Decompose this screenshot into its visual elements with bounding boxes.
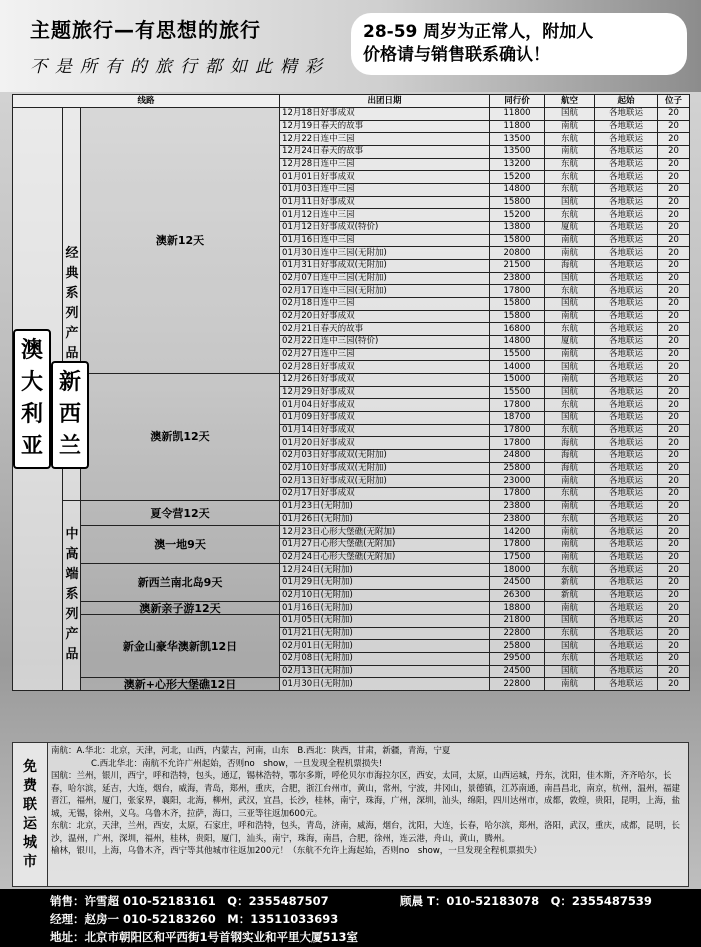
seats: 20: [658, 437, 690, 450]
airline: 国航: [545, 386, 595, 399]
seats: 20: [658, 614, 690, 627]
airline: 东航: [545, 564, 595, 577]
header-price: 同行价: [490, 95, 545, 108]
airline: 东航: [545, 488, 595, 501]
airline: 国航: [545, 272, 595, 285]
seats: 20: [658, 272, 690, 285]
origin: 各地联运: [595, 450, 658, 463]
airline: 国航: [545, 665, 595, 678]
airline: 南航: [545, 310, 595, 323]
region-label: 澳大利亚新西兰: [13, 108, 63, 691]
departure-date: 02月18日连中三园: [280, 298, 490, 311]
seats: 20: [658, 323, 690, 336]
departure-date: 01月23日(无附加): [280, 500, 490, 513]
airline: 厦航: [545, 222, 595, 235]
manager-contact: 经理：赵房一 010-52183260 M：13511033693: [50, 912, 339, 926]
age-notice: [351, 13, 687, 75]
seats: 20: [658, 298, 690, 311]
route-name: 新金山豪华澳新凯12日: [81, 614, 280, 677]
departure-date: 12月19日春天的故事: [280, 120, 490, 133]
airline: 南航: [545, 247, 595, 260]
airline: 海航: [545, 450, 595, 463]
price: 21500: [490, 260, 545, 273]
origin: 各地联运: [595, 589, 658, 602]
origin: 各地联运: [595, 564, 658, 577]
airline: 南航: [545, 500, 595, 513]
airline: 南航: [545, 678, 595, 691]
departure-date: 12月24日(无附加): [280, 564, 490, 577]
table-row: [13, 678, 690, 691]
airline: 南航: [545, 526, 595, 539]
route-name: 澳新凯12天: [81, 374, 280, 501]
route-name: 澳新亲子游12天: [81, 602, 280, 615]
price: 17800: [490, 538, 545, 551]
departure-date: 02月28日好事成双: [280, 361, 490, 374]
origin: 各地联运: [595, 361, 658, 374]
airline: 南航: [545, 234, 595, 247]
seats: 20: [658, 576, 690, 589]
notice-line-2: 价格请与销售联系确认！: [363, 45, 550, 65]
route-name: 澳新12天: [81, 108, 280, 374]
seats: 20: [658, 500, 690, 513]
price: 18700: [490, 412, 545, 425]
origin: 各地联运: [595, 576, 658, 589]
table-row: [13, 500, 690, 513]
seats: 20: [658, 564, 690, 577]
origin: 各地联运: [595, 348, 658, 361]
departure-date: 02月10日(无附加): [280, 589, 490, 602]
departure-date: 01月30日连中三园(无附加): [280, 247, 490, 260]
price: 22800: [490, 678, 545, 691]
header-origin: 起始: [595, 95, 658, 108]
departure-date: 12月22日连中三园: [280, 133, 490, 146]
price: 15000: [490, 374, 545, 387]
free-transfer-body: [51, 745, 686, 858]
airline: 海航: [545, 462, 595, 475]
airline: 国航: [545, 298, 595, 311]
departure-date: 12月23日心形大堡礁(无附加): [280, 526, 490, 539]
seats: 20: [658, 209, 690, 222]
origin: 各地联运: [595, 475, 658, 488]
seats: 20: [658, 386, 690, 399]
origin: 各地联运: [595, 146, 658, 159]
departure-date: 01月29日(无附加): [280, 576, 490, 589]
departure-date: 02月01日(无附加): [280, 640, 490, 653]
series-label: 中高端系列产品: [63, 500, 81, 690]
seats: 20: [658, 589, 690, 602]
price-table: [12, 94, 690, 691]
departure-date: 01月03日连中三园: [280, 184, 490, 197]
departure-date: 02月22日连中三园(特价): [280, 336, 490, 349]
seats: 20: [658, 260, 690, 273]
departure-date: 12月18日好事成双: [280, 108, 490, 121]
departure-date: 02月27日连中三园: [280, 348, 490, 361]
price: 13200: [490, 158, 545, 171]
airline: 南航: [545, 120, 595, 133]
route-name: 夏令营12天: [81, 500, 280, 525]
sales-contact-2: 顾晨 T：010-52183078 Q：2355487539: [400, 894, 652, 908]
header-seats: 位子: [658, 95, 690, 108]
air-china-cities: 国航：兰州，银川，西宁，呼和浩特，包头，通辽，锡林浩特，鄂尔多斯，呼伦贝尔市海拉尔区，西安，太同，太原，山西运城，丹东，沈阳，佳木斯，齐齐哈尔，长春，哈尔滨，延吉，大连，烟台，威海，青岛，郑州，重庆，合肥，浙江台州市，黄山，常州，宁波，井冈山，景德镇，江苏南通，南昌昌北，南京，杭州，温州，福建晋江，福州，厦门，张家界，襄阳，北海，柳州，武汉，宜昌，长沙，桂林，南宁，珠海，广州，深圳，汕头，绵阳，四川达州市，成都，敦煌，贵阳，昆明，上海，盐城，无锡，徐州，义乌。乌鲁木齐，拉萨，海口，三亚等往返加600元。: [51, 771, 681, 819]
airline: 东航: [545, 184, 595, 197]
origin: 各地联运: [595, 627, 658, 640]
departure-date: 01月16日连中三园: [280, 234, 490, 247]
departure-date: 02月10日好事成双(无附加): [280, 462, 490, 475]
price: 13800: [490, 222, 545, 235]
origin: 各地联运: [595, 399, 658, 412]
route-name: 新西兰南北岛9天: [81, 564, 280, 602]
seats: 20: [658, 196, 690, 209]
airline: 厦航: [545, 336, 595, 349]
origin: 各地联运: [595, 234, 658, 247]
price: 18000: [490, 564, 545, 577]
address: 地址：北京市朝阳区和平西街1号首钢实业和平里大厦513室: [50, 930, 359, 944]
header-airline: 航空: [545, 95, 595, 108]
table-row: [13, 614, 690, 627]
seats: 20: [658, 551, 690, 564]
price: 14800: [490, 184, 545, 197]
departure-date: 01月05日(无附加): [280, 614, 490, 627]
origin: 各地联运: [595, 336, 658, 349]
departure-date: 02月21日春天的故事: [280, 323, 490, 336]
route-name: 澳新+心形大堡礁12日: [81, 678, 280, 691]
seats: 20: [658, 120, 690, 133]
origin: 各地联运: [595, 538, 658, 551]
seats: 20: [658, 222, 690, 235]
airline: 东航: [545, 424, 595, 437]
table-header-row: [13, 95, 690, 108]
table-row: [13, 526, 690, 539]
airline: 国航: [545, 108, 595, 121]
seats: 20: [658, 640, 690, 653]
contact-footer: [0, 889, 701, 947]
table-row: [13, 108, 690, 121]
price: 17800: [490, 399, 545, 412]
origin: 各地联运: [595, 652, 658, 665]
price: 13500: [490, 133, 545, 146]
departure-date: 01月20日好事成双: [280, 437, 490, 450]
seats: 20: [658, 336, 690, 349]
origin: 各地联运: [595, 285, 658, 298]
origin: 各地联运: [595, 437, 658, 450]
origin: 各地联运: [595, 323, 658, 336]
origin: 各地联运: [595, 500, 658, 513]
notice-line-1: 28-59 周岁为正常人，附加人: [363, 22, 594, 42]
price: 14800: [490, 336, 545, 349]
airline: 东航: [545, 399, 595, 412]
table-row: [13, 564, 690, 577]
origin: 各地联运: [595, 171, 658, 184]
seats: 20: [658, 361, 690, 374]
origin: 各地联运: [595, 133, 658, 146]
airline: 国航: [545, 412, 595, 425]
table-body: [13, 108, 690, 691]
airline: 东航: [545, 323, 595, 336]
departure-date: 01月12日连中三园: [280, 209, 490, 222]
south-airline-cities: 南航：A.华北：北京，天津，河北，山西，内蒙古，河南，山东 B.西北：陕西，甘肃，新疆，青海，宁夏: [51, 746, 451, 756]
departure-date: 01月21日(无附加): [280, 627, 490, 640]
airline: 东航: [545, 158, 595, 171]
departure-date: 01月11日好事成双: [280, 196, 490, 209]
seats: 20: [658, 665, 690, 678]
origin: 各地联运: [595, 513, 658, 526]
airline: 南航: [545, 374, 595, 387]
seats: 20: [658, 158, 690, 171]
seats: 20: [658, 513, 690, 526]
seats: 20: [658, 285, 690, 298]
price: 18800: [490, 602, 545, 615]
airline: 新航: [545, 589, 595, 602]
origin: 各地联运: [595, 247, 658, 260]
origin: 各地联运: [595, 158, 658, 171]
south-airline-note: C.西北华北：南航不允许广州起始，否则no show，一旦发现全程机票损失!: [91, 758, 383, 769]
origin: 各地联运: [595, 184, 658, 197]
seats: 20: [658, 538, 690, 551]
origin: 各地联运: [595, 108, 658, 121]
departure-date: 12月28日连中三园: [280, 158, 490, 171]
origin: 各地联运: [595, 462, 658, 475]
free-transfer-section: [12, 742, 689, 887]
origin: 各地联运: [595, 640, 658, 653]
airline: 国航: [545, 361, 595, 374]
seats: 20: [658, 412, 690, 425]
origin: 各地联运: [595, 386, 658, 399]
seats: 20: [658, 399, 690, 412]
seats: 20: [658, 488, 690, 501]
seats: 20: [658, 475, 690, 488]
airline: 东航: [545, 513, 595, 526]
price: 24500: [490, 665, 545, 678]
seats: 20: [658, 627, 690, 640]
free-transfer-label: 免费联运城市: [13, 743, 48, 886]
series-label: 经典系列产品: [63, 108, 81, 501]
departure-date: 01月14日好事成双: [280, 424, 490, 437]
seats: 20: [658, 424, 690, 437]
airline: 海航: [545, 260, 595, 273]
departure-date: 01月27日心形大堡礁(无附加): [280, 538, 490, 551]
origin: 各地联运: [595, 298, 658, 311]
departure-date: 01月01日好事成双: [280, 171, 490, 184]
price: 23800: [490, 272, 545, 285]
airline: 国航: [545, 196, 595, 209]
origin: 各地联运: [595, 196, 658, 209]
airline: 南航: [545, 475, 595, 488]
price: 17800: [490, 437, 545, 450]
origin: 各地联运: [595, 424, 658, 437]
price: 17800: [490, 285, 545, 298]
header-date: 出团日期: [280, 95, 490, 108]
sales-contact-1: 销售：许雪超 010-52183161 Q：2355487507: [50, 894, 329, 908]
seats: 20: [658, 247, 690, 260]
departure-date: 01月31日好事成双(无附加): [280, 260, 490, 273]
seats: 20: [658, 348, 690, 361]
price: 17800: [490, 424, 545, 437]
airline: 南航: [545, 602, 595, 615]
price: 14000: [490, 361, 545, 374]
airline: 东航: [545, 652, 595, 665]
departure-date: 01月09日好事成双: [280, 412, 490, 425]
origin: 各地联运: [595, 412, 658, 425]
page-subtitle: 不是所有的旅行都如此精彩: [30, 57, 330, 77]
table-row: [13, 602, 690, 615]
airline: 东航: [545, 171, 595, 184]
price: 15800: [490, 196, 545, 209]
departure-date: 01月04日好事成双: [280, 399, 490, 412]
departure-date: 02月13日好事成双(无附加): [280, 475, 490, 488]
departure-date: 02月20日好事成双: [280, 310, 490, 323]
airline: 南航: [545, 551, 595, 564]
departure-date: 02月03日好事成双(无附加): [280, 450, 490, 463]
departure-date: 02月24日心形大堡礁(无附加): [280, 551, 490, 564]
airline: 国航: [545, 614, 595, 627]
seats: 20: [658, 108, 690, 121]
departure-date: 02月17日好事成双: [280, 488, 490, 501]
airline: 东航: [545, 133, 595, 146]
departure-date: 02月08日(无附加): [280, 652, 490, 665]
east-airline-cities: 东航：北京，天津，兰州，西安，太原，石家庄，呼和浩特，包头，青岛，济南，威海，烟台，沈阳，大连，长春，哈尔滨，郑州，洛阳，武汉，重庆，成都，昆明，长沙，温州，广州，深圳，福州，桂林，贵阳，厦门，汕头，南宁，珠海，南昌，合肥，徐州，连云港，舟山，黄山，腾州。: [51, 821, 681, 844]
header-route: 线路: [13, 95, 280, 108]
price: 25800: [490, 462, 545, 475]
airline: 东航: [545, 285, 595, 298]
seats: 20: [658, 310, 690, 323]
seats: 20: [658, 171, 690, 184]
origin: 各地联运: [595, 374, 658, 387]
origin: 各地联运: [595, 602, 658, 615]
airline: 东航: [545, 627, 595, 640]
price-table-wrap: [12, 94, 689, 691]
price: 15200: [490, 209, 545, 222]
price: 11800: [490, 120, 545, 133]
seats: 20: [658, 184, 690, 197]
origin: 各地联运: [595, 260, 658, 273]
price: 17800: [490, 488, 545, 501]
price: 25800: [490, 640, 545, 653]
price: 11800: [490, 108, 545, 121]
price: 20800: [490, 247, 545, 260]
departure-date: 01月26日(无附加): [280, 513, 490, 526]
origin: 各地联运: [595, 272, 658, 285]
departure-date: 02月17日连中三园(无附加): [280, 285, 490, 298]
header-banner: [0, 0, 701, 92]
seats: 20: [658, 462, 690, 475]
departure-date: 02月13日(无附加): [280, 665, 490, 678]
airline: 南航: [545, 146, 595, 159]
seats: 20: [658, 652, 690, 665]
price: 15500: [490, 348, 545, 361]
departure-date: 01月12日好事成双(特价): [280, 222, 490, 235]
price: 23800: [490, 500, 545, 513]
price: 15200: [490, 171, 545, 184]
seats: 20: [658, 133, 690, 146]
page-title: 主题旅行—有思想的旅行: [30, 18, 261, 42]
departure-date: 01月16日(无附加): [280, 602, 490, 615]
origin: 各地联运: [595, 222, 658, 235]
price: 13500: [490, 146, 545, 159]
price: 24500: [490, 576, 545, 589]
price: 26300: [490, 589, 545, 602]
departure-date: 01月30日(无附加): [280, 678, 490, 691]
price: 14200: [490, 526, 545, 539]
origin: 各地联运: [595, 678, 658, 691]
price: 15500: [490, 386, 545, 399]
seats: 20: [658, 602, 690, 615]
price: 17500: [490, 551, 545, 564]
airline: 海航: [545, 437, 595, 450]
airline: 南航: [545, 538, 595, 551]
seats: 20: [658, 374, 690, 387]
origin: 各地联运: [595, 526, 658, 539]
seats: 20: [658, 234, 690, 247]
price: 23800: [490, 513, 545, 526]
price: 29500: [490, 652, 545, 665]
seats: 20: [658, 450, 690, 463]
origin: 各地联运: [595, 665, 658, 678]
table-row: [13, 374, 690, 387]
departure-date: 12月24日春天的故事: [280, 146, 490, 159]
price: 23000: [490, 475, 545, 488]
seats: 20: [658, 526, 690, 539]
seats: 20: [658, 678, 690, 691]
route-name: 澳一地9天: [81, 526, 280, 564]
airline: 东航: [545, 209, 595, 222]
origin: 各地联运: [595, 310, 658, 323]
origin: 各地联运: [595, 614, 658, 627]
airline: 南航: [545, 348, 595, 361]
price: 22800: [490, 627, 545, 640]
airline: 新航: [545, 576, 595, 589]
origin: 各地联运: [595, 209, 658, 222]
origin: 各地联运: [595, 488, 658, 501]
origin: 各地联运: [595, 551, 658, 564]
airline: 国航: [545, 640, 595, 653]
seats: 20: [658, 146, 690, 159]
price: 16800: [490, 323, 545, 336]
departure-date: 12月29日好事成双: [280, 386, 490, 399]
price: 24800: [490, 450, 545, 463]
price: 15800: [490, 298, 545, 311]
price: 15800: [490, 310, 545, 323]
east-airline-note: 榆林，银川，上海，乌鲁木齐，西宁等其他城市往返加200元！（东航不允许上海起始，否则no show，一旦发现全程机票损失）: [51, 846, 542, 856]
price: 15800: [490, 234, 545, 247]
price: 21800: [490, 614, 545, 627]
origin: 各地联运: [595, 120, 658, 133]
departure-date: 12月26日好事成双: [280, 374, 490, 387]
departure-date: 02月07日连中三园(无附加): [280, 272, 490, 285]
